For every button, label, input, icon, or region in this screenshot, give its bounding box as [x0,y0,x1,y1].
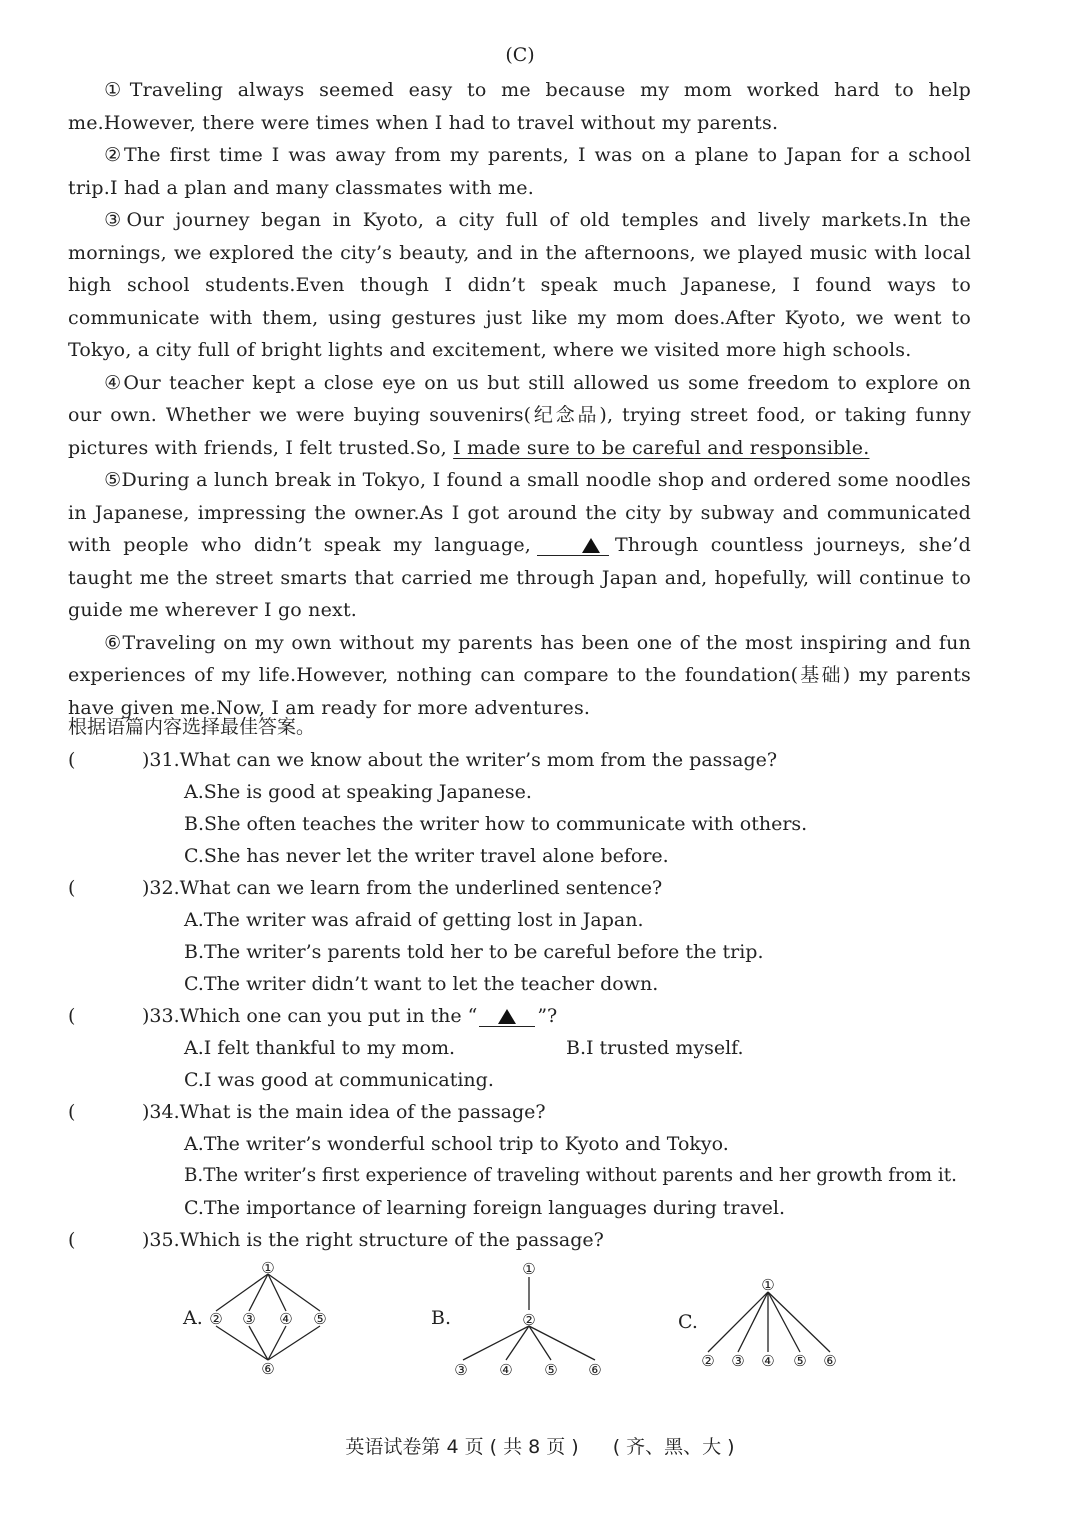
diagram-a-label: A. [183,1307,203,1329]
reading-passage [68,74,971,724]
option-c: C.I was good at communicating. [184,1069,494,1091]
page-number: 英语试卷第 4 页 ( 共 8 页 ) [345,1436,579,1458]
diagram-c-label: C. [678,1311,698,1333]
question-stem: )34.What is the main idea of the passage? [142,1101,546,1123]
diagram-c-node-2: ② [701,1352,715,1370]
option-c: C.The writer didn’t want to let the teacher down. [184,973,659,995]
paragraph-1: ①Traveling always seemed easy to me because my mom worked hard to help me.However, there were times when I had to travel without my parents. [68,79,971,134]
paragraph-4-text: ④Our teacher kept a close eye on us but still allowed us some freedom to explore on our own. Whether we were buying souvenirs(纪念品), trying street food, or taking funny pictures with friends, I felt trusted.So, [68,371,971,459]
paragraph-5-before-blank: ⑤During a lunch break in Tokyo, I found a small noodle shop and ordered some noodles in Japanese, impressing the owner.As I got around the city by subway and communicated with people who didn’t speak my language, [68,469,971,556]
paragraph-5-after-blank: Through countless journeys, she’d taught me the street smarts that carried me through Japan and, hopefully, will continue to guide me wherever I go next. [68,534,972,621]
option-a: A.She is good at speaking Japanese. [184,781,532,803]
question-list [68,744,978,1256]
diagram-b-node-3: ③ [454,1361,468,1379]
option-b: B.The writer’s parents told her to be careful before the trip. [184,941,764,963]
stem-before-blank: )33.Which one can you put in the “ [142,1005,478,1027]
diagram-a-node-3: ③ [242,1310,256,1328]
diagram-a-node-2: ② [209,1310,223,1328]
option-b: B.I trusted myself. [566,1037,744,1059]
answer-paren[interactable]: ( [68,1101,76,1123]
stem-blank [479,1006,535,1027]
answer-paren[interactable]: ( [68,749,76,771]
stem-after-blank: ”? [537,1005,558,1027]
option-b: B.The writer’s first experience of traveling without parents and her growth from it. [184,1165,957,1186]
question-stem: )35.Which is the right structure of the passage? [142,1229,604,1251]
underlined-sentence: I made sure to be careful and responsible. [453,436,870,459]
region-label: ( 齐、黑、大 ) [612,1436,735,1458]
diagram-c-node-6: ⑥ [823,1352,837,1370]
diagram-c-node-5: ⑤ [793,1352,807,1370]
answer-blank [537,535,609,556]
option-a: A.The writer was afraid of getting lost in Japan. [184,909,644,931]
diagram-c [708,1292,830,1352]
diagram-c-node-4: ④ [761,1352,775,1370]
question-31 [68,744,978,872]
diagram-b-label: B. [431,1307,452,1329]
instruction: 根据语篇内容选择最佳答案。 [68,716,316,738]
diagram-c-node-1: ① [761,1276,775,1294]
section-title: (C) [505,44,535,66]
diagram-a-node-6: ⑥ [261,1360,275,1378]
diagram-b-node-1: ① [522,1260,536,1278]
answer-paren[interactable]: ( [68,877,76,899]
question-33 [68,1000,978,1096]
diagram-a-node-5: ⑤ [313,1310,327,1328]
diagram-a [216,1274,320,1360]
structure-diagrams-svg [0,1258,1080,1388]
structure-diagrams [0,1258,1080,1388]
question-stem [142,1000,557,1032]
diagram-b-node-2: ② [522,1311,536,1329]
option-c: C.The importance of learning foreign languages during travel. [184,1197,786,1219]
triangle-icon [498,1009,516,1024]
paragraph-6: ⑥Traveling on my own without my parents has been one of the most inspiring and fun experiences of my life.However, nothing can compare to the foundation(基础) my parents have given me.Now, I am ready for more adventures. [68,631,971,719]
paragraph-3: ③Our journey began in Kyoto, a city full of old temples and lively markets.In the mornings, we explored the city’s beauty, and in the afternoons, we played music with local high school students.Even though I didn’t speak much Japanese, I found ways to communicate with them, using gestures just like my mom does.After Kyoto, we went to Tokyo, a city full of bright lights and excitement, where we visited more high schools. [68,209,971,361]
diagram-b-node-6: ⑥ [588,1361,602,1379]
question-35 [68,1224,978,1256]
option-b: B.She often teaches the writer how to communicate with others. [184,813,808,835]
diagram-b-node-4: ④ [499,1361,513,1379]
option-a: A.I felt thankful to my mom. [184,1037,456,1059]
option-a: A.The writer’s wonderful school trip to Kyoto and Tokyo. [184,1133,729,1155]
question-32 [68,872,978,1000]
paragraph-4 [68,367,971,465]
answer-paren[interactable]: ( [68,1005,76,1027]
diagram-b-node-5: ⑤ [544,1361,558,1379]
triangle-icon [582,538,600,553]
page-footer [0,1432,1080,1459]
diagram-a-node-4: ④ [279,1310,293,1328]
paragraph-2: ②The first time I was away from my parents, I was on a plane to Japan for a school trip.I had a plan and many classmates with me. [68,144,971,199]
option-c: C.She has never let the writer travel alone before. [184,845,669,867]
question-stem: )31.What can we know about the writer’s mom from the passage? [142,749,778,771]
answer-paren[interactable]: ( [68,1229,76,1251]
question-34 [68,1096,978,1224]
question-stem: )32.What can we learn from the underlined sentence? [142,877,663,899]
option-row [68,1032,978,1064]
diagram-c-node-3: ③ [731,1352,745,1370]
diagram-a-node-1: ① [261,1259,275,1277]
paragraph-5 [68,464,971,627]
